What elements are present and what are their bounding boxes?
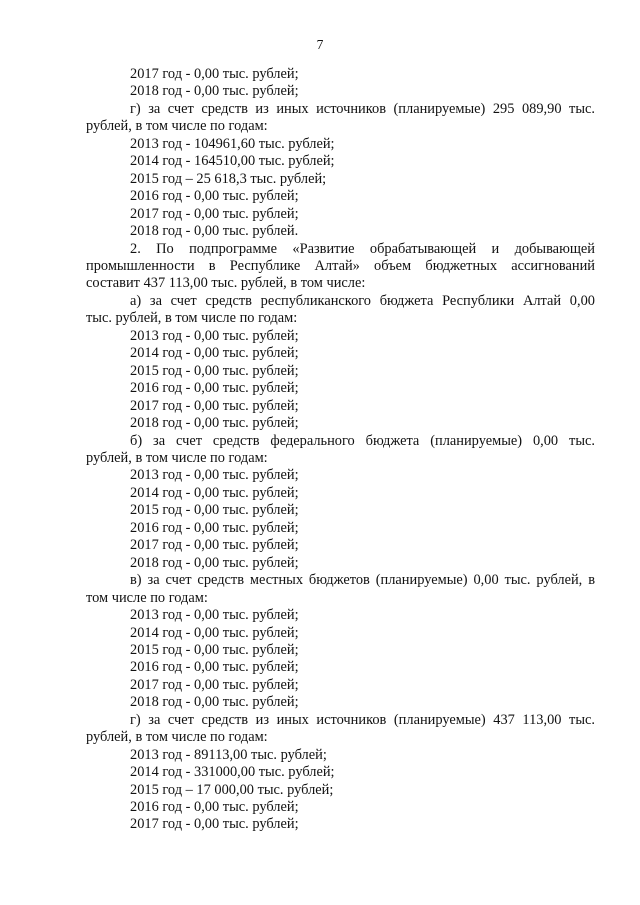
text-line: г) за счет средств из иных источников (планируемые) 295 089,90 тыс. (130, 100, 595, 117)
text-line: промышленности в Республике Алтай» объем бюджетных ассигнований (86, 257, 595, 274)
text-line: 2018 год - 0,00 тыс. рублей. (130, 223, 299, 240)
document-body (86, 66, 595, 834)
text-line: 2016 год - 0,00 тыс. рублей; (130, 519, 299, 536)
text-line: 2013 год - 0,00 тыс. рублей; (130, 467, 299, 484)
text-line: тыс. рублей, в том числе по годам: (86, 310, 298, 327)
page-number: 7 (316, 37, 324, 52)
text-line: 2015 год – 25 618,3 тыс. рублей; (130, 170, 327, 187)
text-line: 2015 год - 0,00 тыс. рублей; (130, 362, 299, 379)
text-line: 2016 год - 0,00 тыс. рублей; (130, 799, 299, 816)
text-line: 2016 год - 0,00 тыс. рублей; (130, 380, 299, 397)
text-line: 2018 год - 0,00 тыс. рублей; (130, 415, 299, 432)
text-line: 2018 год - 0,00 тыс. рублей; (130, 554, 299, 571)
text-line: 2013 год - 0,00 тыс. рублей; (130, 327, 299, 344)
text-line: 2015 год - 0,00 тыс. рублей; (130, 641, 299, 658)
text-line: 2014 год - 0,00 тыс. рублей; (130, 484, 299, 501)
text-line: 2014 год - 0,00 тыс. рублей; (130, 624, 299, 641)
text-line: 2013 год - 89113,00 тыс. рублей; (130, 746, 327, 763)
text-line: рублей, в том числе по годам: (86, 118, 268, 135)
text-line: 2015 год - 0,00 тыс. рублей; (130, 502, 299, 519)
text-line: 2017 год - 0,00 тыс. рублей; (130, 676, 299, 693)
text-line: 2016 год - 0,00 тыс. рублей; (130, 188, 299, 205)
text-line: 2018 год - 0,00 тыс. рублей; (130, 694, 299, 711)
text-line: в) за счет средств местных бюджетов (планируемые) 0,00 тыс. рублей, в (130, 572, 595, 589)
text-line: 2015 год – 17 000,00 тыс. рублей; (130, 781, 334, 798)
text-line: 2016 год - 0,00 тыс. рублей; (130, 659, 299, 676)
text-line: 2. По подпрограмме «Развитие обрабатывающей и добывающей (130, 240, 595, 257)
text-line: 2017 год - 0,00 тыс. рублей; (130, 537, 299, 554)
text-line: рублей, в том числе по годам: (86, 729, 268, 746)
text-line: 2017 год - 0,00 тыс. рублей; (130, 66, 299, 82)
text-line: составит 437 113,00 тыс. рублей, в том числе: (86, 275, 366, 292)
text-line: 2017 год - 0,00 тыс. рублей; (130, 397, 299, 414)
text-line: 2014 год - 0,00 тыс. рублей; (130, 345, 299, 362)
text-line: 2013 год - 0,00 тыс. рублей; (130, 607, 299, 624)
text-line: 2017 год - 0,00 тыс. рублей; (130, 205, 299, 222)
text-line: том числе по годам: (86, 589, 208, 606)
text-line: рублей, в том числе по годам: (86, 449, 268, 466)
text-line: 2013 год - 104961,60 тыс. рублей; (130, 135, 335, 152)
text-line: 2017 год - 0,00 тыс. рублей; (130, 816, 299, 833)
text-line: 2014 год - 331000,00 тыс. рублей; (130, 764, 335, 781)
text-line: а) за счет средств республиканского бюджета Республики Алтай 0,00 (130, 292, 595, 309)
text-line: 2014 год - 164510,00 тыс. рублей; (130, 153, 335, 170)
text-line: б) за счет средств федерального бюджета (планируемые) 0,00 тыс. (130, 432, 595, 449)
text-line: 2018 год - 0,00 тыс. рублей; (130, 83, 299, 100)
text-line: г) за счет средств из иных источников (планируемые) 437 113,00 тыс. (130, 711, 595, 728)
